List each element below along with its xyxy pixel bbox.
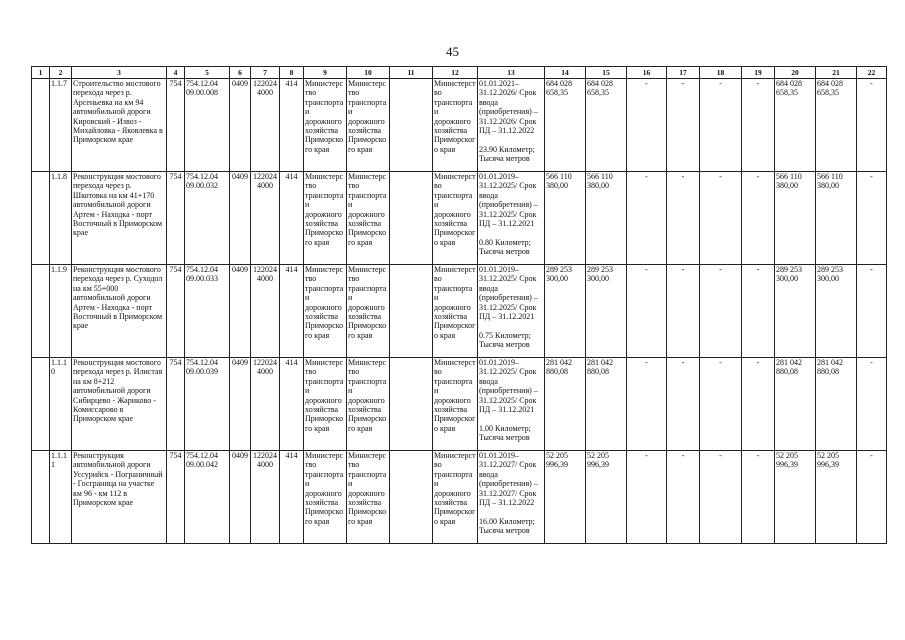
amount-col21: 566 110 380,00 <box>816 172 857 265</box>
table-row <box>32 265 887 358</box>
amount-col21: 684 028 658,35 <box>816 79 857 172</box>
amount-col21: 289 253 300,00 <box>816 265 857 358</box>
column-number-19: 19 <box>742 67 775 79</box>
column-number-4: 4 <box>167 67 185 79</box>
expense-type: 414 <box>280 358 304 451</box>
item-number: 1.1.9 <box>50 265 72 358</box>
table-row <box>32 79 887 172</box>
item-number: 1.1.10 <box>50 358 72 451</box>
cell-col11 <box>390 79 433 172</box>
responsible-body: Министерство транспорта и дорожного хозяйства Приморского края <box>433 358 478 451</box>
cell-col11 <box>390 172 433 265</box>
total-financing: 684 028 658,35 <box>586 79 627 172</box>
cell-col22: - <box>857 358 887 451</box>
section-code: 0409 <box>230 358 251 451</box>
cell-col18: - <box>700 265 742 358</box>
object-code: 754.12.04 09.00.042 <box>185 451 230 544</box>
target-article: 122024 4000 <box>251 265 280 358</box>
column-number-16: 16 <box>627 67 667 79</box>
column-number-14: 14 <box>545 67 586 79</box>
cell-col17: - <box>667 265 700 358</box>
developer: Министерство транспорта и дорожного хозяйства Приморского края <box>347 358 390 451</box>
ministry-code: 754 <box>167 79 185 172</box>
expense-type: 414 <box>280 265 304 358</box>
cell-col17: - <box>667 358 700 451</box>
amount-col20: 281 042 880,08 <box>775 358 816 451</box>
column-number-7: 7 <box>251 67 280 79</box>
responsible-body: Министерство транспорта и дорожного хозяйства Приморского края <box>433 172 478 265</box>
amount-col20: 684 028 658,35 <box>775 79 816 172</box>
column-number-11: 11 <box>390 67 433 79</box>
responsible-body: Министерство транспорта и дорожного хозяйства Приморского края <box>433 79 478 172</box>
amount-col20: 289 253 300,00 <box>775 265 816 358</box>
column-number-20: 20 <box>775 67 816 79</box>
item-number: 1.1.11 <box>50 451 72 544</box>
cell-col11 <box>390 265 433 358</box>
estimated-cost: 684 028 658,35 <box>545 79 586 172</box>
cell-col11 <box>390 451 433 544</box>
object-code: 754.12.04 09.00.033 <box>185 265 230 358</box>
cell-col17: - <box>667 79 700 172</box>
target-article: 122024 4000 <box>251 79 280 172</box>
target-article: 122024 4000 <box>251 172 280 265</box>
column-number-18: 18 <box>700 67 742 79</box>
column-number-2: 2 <box>50 67 72 79</box>
object-code: 754.12.04 09.00.008 <box>185 79 230 172</box>
target-article: 122024 4000 <box>251 451 280 544</box>
cell-col16: - <box>627 451 667 544</box>
developer: Министерство транспорта и дорожного хозяйства Приморского края <box>347 172 390 265</box>
cell-col1 <box>32 265 50 358</box>
page-number: 45 <box>446 44 459 59</box>
column-number-3: 3 <box>72 67 167 79</box>
column-number-10: 10 <box>347 67 390 79</box>
total-financing: 289 253 300,00 <box>586 265 627 358</box>
cell-col22: - <box>857 172 887 265</box>
object-code: 754.12.04 09.00.032 <box>185 172 230 265</box>
section-code: 0409 <box>230 172 251 265</box>
cell-col22: - <box>857 79 887 172</box>
ministry-code: 754 <box>167 172 185 265</box>
estimated-cost: 289 253 300,00 <box>545 265 586 358</box>
object-name: Реконструкция мостового перехода через р. Суходол на км 55+000 автомобильной дороги Артем - Находка - порт Восточный в Приморском крае <box>72 265 167 358</box>
cell-col19: - <box>742 79 775 172</box>
cell-col18: - <box>700 172 742 265</box>
cell-col18: - <box>700 79 742 172</box>
cell-col1 <box>32 79 50 172</box>
cell-col17: - <box>667 172 700 265</box>
amount-col20: 52 205 996,39 <box>775 451 816 544</box>
ministry-code: 754 <box>167 265 185 358</box>
column-number-12: 12 <box>433 67 478 79</box>
object-code: 754.12.04 09.00.039 <box>185 358 230 451</box>
item-number: 1.1.7 <box>50 79 72 172</box>
section-code: 0409 <box>230 451 251 544</box>
item-number: 1.1.8 <box>50 172 72 265</box>
cell-col19: - <box>742 172 775 265</box>
estimated-cost: 281 042 880,08 <box>545 358 586 451</box>
column-number-5: 5 <box>185 67 230 79</box>
developer: Министерство транспорта и дорожного хозяйства Приморского края <box>347 79 390 172</box>
column-number-22: 22 <box>857 67 887 79</box>
cell-col16: - <box>627 265 667 358</box>
target-article: 122024 4000 <box>251 358 280 451</box>
section-code: 0409 <box>230 265 251 358</box>
total-financing: 566 110 380,00 <box>586 172 627 265</box>
column-number-13: 13 <box>478 67 545 79</box>
object-name: Реконструкция автомобильной дороги Уссурийск - Пограничный - Госграница на участке км 96 - км 112 в Приморском крае <box>72 451 167 544</box>
cell-col17: - <box>667 451 700 544</box>
object-name: Реконструкция мостового перехода через р. Шкотовка на км 41+170 автомобильной дороги Артем - Находка - порт Восточный в Приморском крае <box>72 172 167 265</box>
customer: Министерство транспорта и дорожного хозяйства Приморского края <box>304 451 347 544</box>
responsible-body: Министерство транспорта и дорожного хозяйства Приморского края <box>433 265 478 358</box>
cell-col1 <box>32 451 50 544</box>
ministry-code: 754 <box>167 358 185 451</box>
cell-col11 <box>390 358 433 451</box>
cell-col16: - <box>627 79 667 172</box>
estimated-cost: 566 110 380,00 <box>545 172 586 265</box>
estimated-cost: 52 205 996,39 <box>545 451 586 544</box>
cell-col16: - <box>627 172 667 265</box>
amount-col21: 281 042 880,08 <box>816 358 857 451</box>
cell-col18: - <box>700 451 742 544</box>
cell-col22: - <box>857 451 887 544</box>
cell-col1 <box>32 358 50 451</box>
cell-col19: - <box>742 451 775 544</box>
cell-col16: - <box>627 358 667 451</box>
column-number-1: 1 <box>32 67 50 79</box>
table-row <box>32 172 887 265</box>
responsible-body: Министерство транспорта и дорожного хозяйства Приморского края <box>433 451 478 544</box>
column-number-8: 8 <box>280 67 304 79</box>
amount-col20: 566 110 380,00 <box>775 172 816 265</box>
total-financing: 52 205 996,39 <box>586 451 627 544</box>
amount-col21: 52 205 996,39 <box>816 451 857 544</box>
cell-col22: - <box>857 265 887 358</box>
terms-and-capacity: 01.01.2019–31.12.2025/ Срок ввода (приобретения) – 31.12.2025/ Срок ПД – 31.12.2021 0.80 Километр; Тысяча метров <box>478 172 545 265</box>
cell-col18: - <box>700 358 742 451</box>
customer: Министерство транспорта и дорожного хозяйства Приморского края <box>304 265 347 358</box>
section-code: 0409 <box>230 79 251 172</box>
terms-and-capacity: 01.01.2021–31.12.2026/ Срок ввода (приобретения) – 31.12.2026/ Срок ПД – 31.12.2022 23.90 Километр; Тысяча метров <box>478 79 545 172</box>
column-number-row <box>32 67 887 79</box>
table-row <box>32 451 887 544</box>
developer: Министерство транспорта и дорожного хозяйства Приморского края <box>347 265 390 358</box>
column-number-17: 17 <box>667 67 700 79</box>
customer: Министерство транспорта и дорожного хозяйства Приморского края <box>304 79 347 172</box>
budget-table <box>31 66 887 544</box>
expense-type: 414 <box>280 451 304 544</box>
object-name: Реконструкция мостового перехода через р. Илистая на км 8+212 автомобильной дороги Сибирцево - Жариково - Комиссарово в Приморском крае <box>72 358 167 451</box>
cell-col1 <box>32 172 50 265</box>
cell-col19: - <box>742 265 775 358</box>
column-number-15: 15 <box>586 67 627 79</box>
total-financing: 281 042 880,08 <box>586 358 627 451</box>
terms-and-capacity: 01.01.2019–31.12.2025/ Срок ввода (приобретения) – 31.12.2025/ Срок ПД – 31.12.2021 1.00 Километр; Тысяча метров <box>478 358 545 451</box>
expense-type: 414 <box>280 79 304 172</box>
cell-col19: - <box>742 358 775 451</box>
customer: Министерство транспорта и дорожного хозяйства Приморского края <box>304 172 347 265</box>
terms-and-capacity: 01.01.2019–31.12.2025/ Срок ввода (приобретения) – 31.12.2025/ Срок ПД – 31.12.2021 0.75 Километр; Тысяча метров <box>478 265 545 358</box>
column-number-9: 9 <box>304 67 347 79</box>
terms-and-capacity: 01.01.2019–31.12.2027/ Срок ввода (приобретения) – 31.12.2027/ Срок ПД – 31.12.2022 16.00 Километр; Тысяча метров <box>478 451 545 544</box>
table-row <box>32 358 887 451</box>
ministry-code: 754 <box>167 451 185 544</box>
column-number-6: 6 <box>230 67 251 79</box>
customer: Министерство транспорта и дорожного хозяйства Приморского края <box>304 358 347 451</box>
developer: Министерство транспорта и дорожного хозяйства Приморского края <box>347 451 390 544</box>
object-name: Строительство мостового перехода через р. Арсеньевка на км 94 автомобильной дороги Кировский - Извоз - Михайловка - Яковлевка в Приморском крае <box>72 79 167 172</box>
column-number-21: 21 <box>816 67 857 79</box>
expense-type: 414 <box>280 172 304 265</box>
